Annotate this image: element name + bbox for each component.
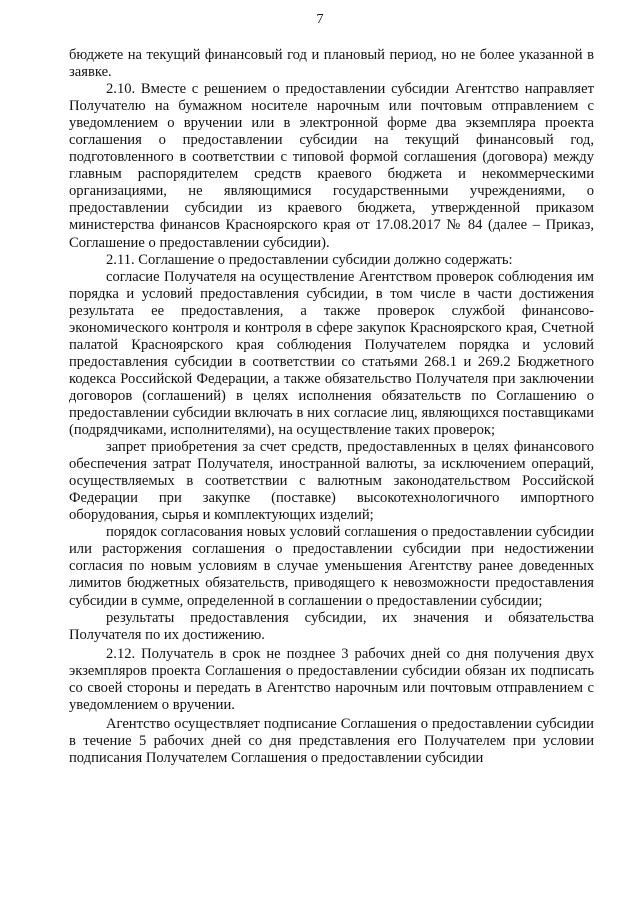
document-body xyxy=(69,47,594,767)
paragraph-agreement-terms: порядок согласования новых условий соглашения о предоставлении субсидии или расторжения соглашения о предоставлении субсидии при недостижении согласия по новым условиям в случае уменьшения Агентству ранее доведенных лимитов бюджетных обязательств, приводящего к невозможности предоставления субсидии в сумме, определенной в соглашении о предоставлении субсидии; xyxy=(69,524,594,609)
paragraph-agency-signing: Агентство осуществляет подписание Соглашения о предоставлении субсидии в течение 5 рабочих дней со дня представления его Получателем при условии подписания Получателем Соглашения о предоставлении субсидии xyxy=(69,715,594,766)
page-number: 7 xyxy=(316,12,324,27)
paragraph-consent-inspections: согласие Получателя на осуществление Агентством проверок соблюдения им порядка и условий предоставления субсидии, в том числе в части достижения результата ее предоставления, а также проверок службой финансово-экономического контроля и контроля в сфере закупок Красноярского края, Счетной палатой Красноярского края соблюдения Получателем порядка и условий предоставления субсидии в соответствии со статьями 268.1 и 269.2 Бюджетного кодекса Российской Федерации, а также обязательство Получателя при заключении договоров (соглашений) в целях исполнения обязательств по Соглашению о предоставлении субсидии включать в них согласие лиц, являющихся поставщиками (подрядчиками, исполнителями), на осуществление таких проверок; xyxy=(69,268,594,439)
paragraph-currency-ban: запрет приобретения за счет средств, предоставленных в целях финансового обеспечения затрат Получателя, иностранной валюты, за исключением операций, осуществляемых в соответствии с валютным законодательством Российской Федерации при закупке (поставке) высокотехнологичного импортного оборудования, сырья и комплектующих изделий; xyxy=(69,439,594,524)
paragraph-clause-2-12: 2.12. Получатель в срок не позднее 3 рабочих дней со дня получения двух экземпляров проекта Соглашения о предоставлении субсидии обязан их подписать со своей стороны и передать в Агентство нарочным или почтовым отправлением с уведомлением о вручении. xyxy=(69,645,594,713)
paragraph-results: результаты предоставления субсидии, их значения и обязательства Получателя по их достижению. xyxy=(69,609,594,643)
paragraph-clause-2-11: 2.11. Соглашение о предоставлении субсидии должно содержать: xyxy=(106,251,513,268)
paragraph-continuation: бюджете на текущий финансовый год и плановый период, но не более указанной в заявке. xyxy=(69,47,594,81)
paragraph-clause-2-10: 2.10. Вместе с решением о предоставлении субсидии Агентство направляет Получателю на бумажном носителе нарочным или почтовым отправлением с уведомлением о вручении или в электронной форме два экземпляра проекта соглашения о предоставлении субсидии на текущий финансовый год, подготовленного в соответствии с типовой формой соглашения (договора) между главным распорядителем средств краевого бюджета и некоммерческими организациями, не являющимися государственными учреждениями, о предоставлении субсидии из краевого бюджета, утвержденной приказом министерства финансов Красноярского края от 17.08.2017 № 84 (далее – Приказ, Соглашение о предоставлении субсидии). xyxy=(69,81,594,251)
